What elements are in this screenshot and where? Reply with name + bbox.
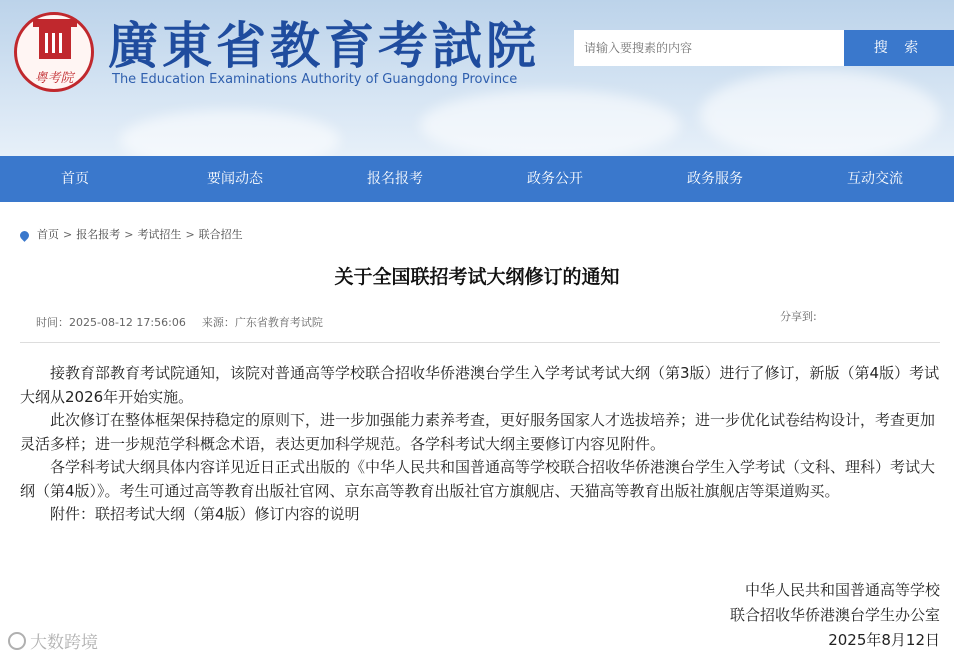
nav-item-registration[interactable]: 报名报考 xyxy=(367,171,423,187)
share-label: 分享到: xyxy=(780,310,817,323)
signature-line: 联合招收华侨港澳台学生办公室 xyxy=(729,606,940,624)
seal-text: 粤考院 xyxy=(34,71,74,86)
breadcrumb-home[interactable]: 首页 xyxy=(37,228,59,241)
site-logo-seal[interactable] xyxy=(14,12,94,92)
watermark-logo-icon xyxy=(8,632,26,650)
article-paragraph: 各学科考试大纲具体内容详见近日正式出版的《中华人民共和国普通高等学校联合招收华侨港澳台学生入学考试（文科、理科）考试大纲（第4版）》。考生可通过高等教育出版社官网、京东高等教育出版社官方旗舰店、天猫高等教育出版社旗舰店等渠道购买。 xyxy=(20,458,936,500)
watermark xyxy=(8,628,98,653)
breadcrumb-separator: > xyxy=(124,228,134,241)
site-title[interactable]: 廣東省教育考試院 xyxy=(108,16,540,75)
article-body xyxy=(20,362,940,527)
nav-item-home[interactable]: 首页 xyxy=(61,171,89,187)
breadcrumb-separator: > xyxy=(63,228,73,241)
article-title: 关于全国联招考试大纲修订的通知 xyxy=(334,266,620,288)
breadcrumb-exam-enrollment[interactable]: 考试招生 xyxy=(137,228,182,241)
nav-item-news[interactable]: 要闻动态 xyxy=(207,171,263,187)
article-paragraph: 接教育部教育考试院通知，该院对普通高等学校联合招收华侨港澳台学生入学考试考试大纲（第3版）进行了修订，新版（第4版）考试大纲从2026年开始实施。 xyxy=(20,364,940,406)
article-paragraph: 此次修订在整体框架保持稳定的原则下，进一步加强能力素养考查，更好服务国家人才选拔培养；进一步优化试卷结构设计，考查更加灵活多样；进一步规范学科概念术语，表达更加科学规范。各学科考试大纲主要修订内容见附件。 xyxy=(20,411,936,453)
search-button[interactable]: 搜 索 xyxy=(844,30,954,66)
breadcrumb-separator: > xyxy=(185,228,195,241)
nav-item-government-service[interactable]: 政务服务 xyxy=(687,171,743,187)
banner-cloud xyxy=(420,90,680,156)
attachment-link[interactable]: 附件：联招考试大纲（第4版）修订内容的说明 xyxy=(50,505,360,523)
breadcrumb xyxy=(20,226,243,242)
breadcrumb-registration[interactable]: 报名报考 xyxy=(76,228,121,241)
article-source: 来源：广东省教育考试院 xyxy=(201,316,323,329)
article-signature xyxy=(730,578,940,653)
nav-item-interaction[interactable]: 互动交流 xyxy=(847,171,903,187)
banner-cloud xyxy=(700,70,940,156)
site-subtitle: The Education Examinations Authority of Guangdong Province xyxy=(112,72,518,87)
main-nav xyxy=(0,156,954,202)
banner-cloud xyxy=(120,110,340,156)
search-input[interactable] xyxy=(574,30,844,66)
location-pin-icon xyxy=(18,229,31,242)
signature-line: 中华人民共和国普通高等学校 xyxy=(744,581,940,599)
breadcrumb-joint-enrollment[interactable]: 联合招生 xyxy=(198,228,243,241)
watermark-text: 大数跨境 xyxy=(30,633,98,653)
publish-time: 时间：2025-08-12 17:56:06 xyxy=(36,316,186,329)
building-icon xyxy=(39,25,71,59)
article-meta xyxy=(36,314,323,330)
header-banner xyxy=(0,0,954,156)
divider xyxy=(20,342,940,343)
nav-item-government-info[interactable]: 政务公开 xyxy=(527,171,583,187)
signature-date: 2025年8月12日 xyxy=(828,631,940,649)
